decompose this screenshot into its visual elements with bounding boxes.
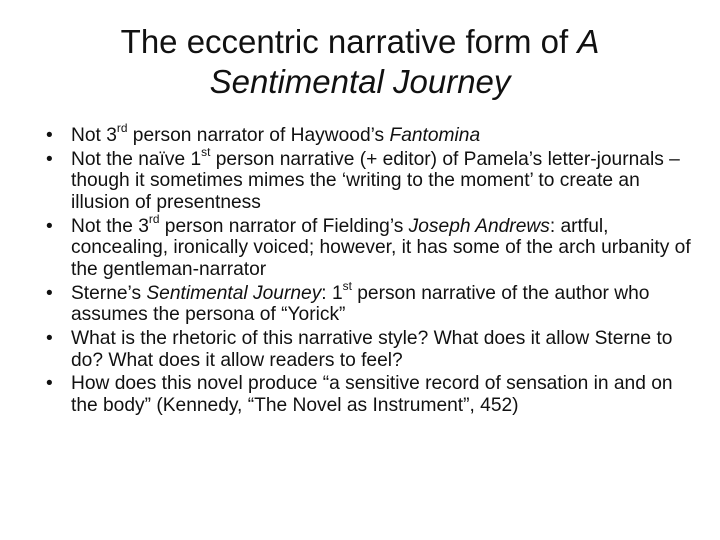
bullet-text: Not 3: [71, 125, 117, 146]
bullet-marker-icon: •: [46, 373, 53, 395]
work-title: Joseph Andrews: [408, 215, 550, 237]
bullet-item: [44, 279, 694, 326]
bullet-item: [44, 212, 694, 281]
bullet-text: person narrator of Fielding’s: [159, 215, 409, 237]
ordinal-suffix: rd: [116, 121, 128, 136]
bullet-marker-icon: •: [46, 282, 53, 304]
bullet-text: person narrative (+ editor) of Pamela’s letter-journals – though it sometimes mimes the ‘writing to the moment’ to create an illusion of presentness: [71, 148, 680, 213]
bullet-item: [44, 145, 694, 214]
bullet-item: [44, 328, 694, 371]
ordinal-suffix: st: [342, 279, 352, 294]
bullet-text: Not the naïve 1: [71, 148, 202, 170]
bullet-marker-icon: •: [46, 148, 53, 170]
bullet-text: : artful, concealing, ironically voiced; however, it has some of the arch urbanity of the gentleman-narrator: [71, 215, 691, 280]
bullet-text: person narrative of the author who assumes the persona of “Yorick”: [71, 282, 650, 326]
title-italic-text: A Sentimental Journey: [209, 23, 600, 100]
bullet-marker-icon: •: [46, 215, 53, 237]
bullet-item: [44, 121, 694, 147]
ordinal-suffix: rd: [148, 212, 160, 227]
bullet-marker-icon: •: [46, 328, 53, 350]
ordinal-suffix: st: [201, 145, 211, 160]
bullet-list: [44, 121, 694, 419]
bullet-text: Sterne’s: [71, 282, 147, 304]
bullet-text: What is the rhetoric of this narrative style? What does it allow Sterne to do? What does it allow readers to feel?: [71, 328, 673, 371]
title-text: The eccentric narrative form of: [120, 23, 578, 60]
bullet-text: How does this novel produce “a sensitive record of sensation in and on the body” (Kennedy, “The Novel as Instrument”, 452): [71, 373, 673, 417]
slide-title: [60, 22, 660, 102]
bullet-text: : 1: [321, 282, 343, 304]
bullet-text: person narrator of Haywood’s: [127, 125, 390, 146]
work-title: Sentimental Journey: [146, 282, 322, 304]
bullet-text: Not the 3: [71, 215, 149, 237]
work-title: Fantomina: [389, 125, 481, 146]
bullet-item: [44, 373, 694, 416]
bullet-marker-icon: •: [46, 125, 53, 146]
